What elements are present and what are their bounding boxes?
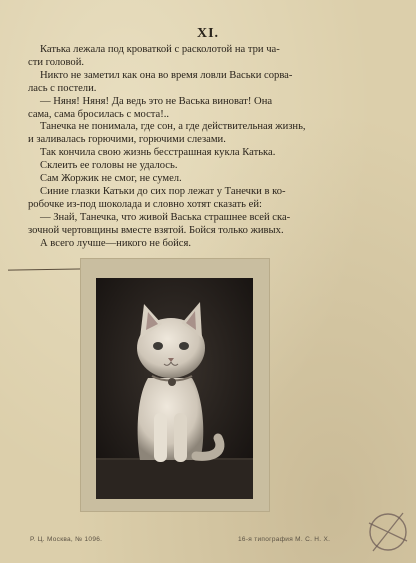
text-line: робочке из-под шоколада и словно хотят сказать ей:	[28, 198, 262, 210]
text-line: Так кончила свою жизнь бесстрашная кукла Катька.	[40, 147, 276, 159]
text-line: Склеить ее головы не удалось.	[40, 160, 178, 172]
text-line: и заливалась горючими, горючими слезами.	[28, 134, 226, 146]
footer-printer: 16-я типография М. С. Н. Х.	[238, 536, 331, 543]
kitten-illustration	[96, 278, 253, 499]
text-line: — Няня! Няня! Да ведь это не Васька виноват! Она	[40, 95, 273, 107]
text-line: Катька лежала под кроваткой с расколотой на три ча-	[40, 44, 280, 55]
footer-publisher-code: Р. Ц. Москва, № 1096.	[30, 536, 103, 543]
section-divider	[8, 268, 86, 270]
library-stamp-icon	[363, 505, 413, 557]
text-line: сти головой.	[28, 56, 85, 68]
kitten-photo	[96, 278, 253, 499]
text-line: сама, сама бросилась с моста!..	[28, 108, 170, 120]
text-line: зочной чертовщины вместе взятой. Бойся только живых.	[28, 224, 284, 236]
text-line: лась с постели.	[28, 82, 97, 94]
text-line: Танечка не понимала, где сон, а где действительная жизнь,	[40, 121, 306, 133]
text-line: — Знай, Танечка, что живой Васька страшнее всей ска-	[40, 211, 291, 223]
text-line: А всего лучше—никого не бойся.	[40, 237, 192, 249]
chapter-heading: XI.	[196, 26, 220, 41]
text-line: Никто не заметил как она во время ловли Васьки сорва-	[40, 69, 293, 81]
text-line: Сам Жоржик не смог, не сумел.	[40, 173, 182, 185]
photo-frame	[81, 259, 269, 511]
text-line: Синие глазки Катьки до сих пор лежат у Танечки в ко-	[40, 185, 286, 197]
chapter-text	[28, 44, 383, 251]
